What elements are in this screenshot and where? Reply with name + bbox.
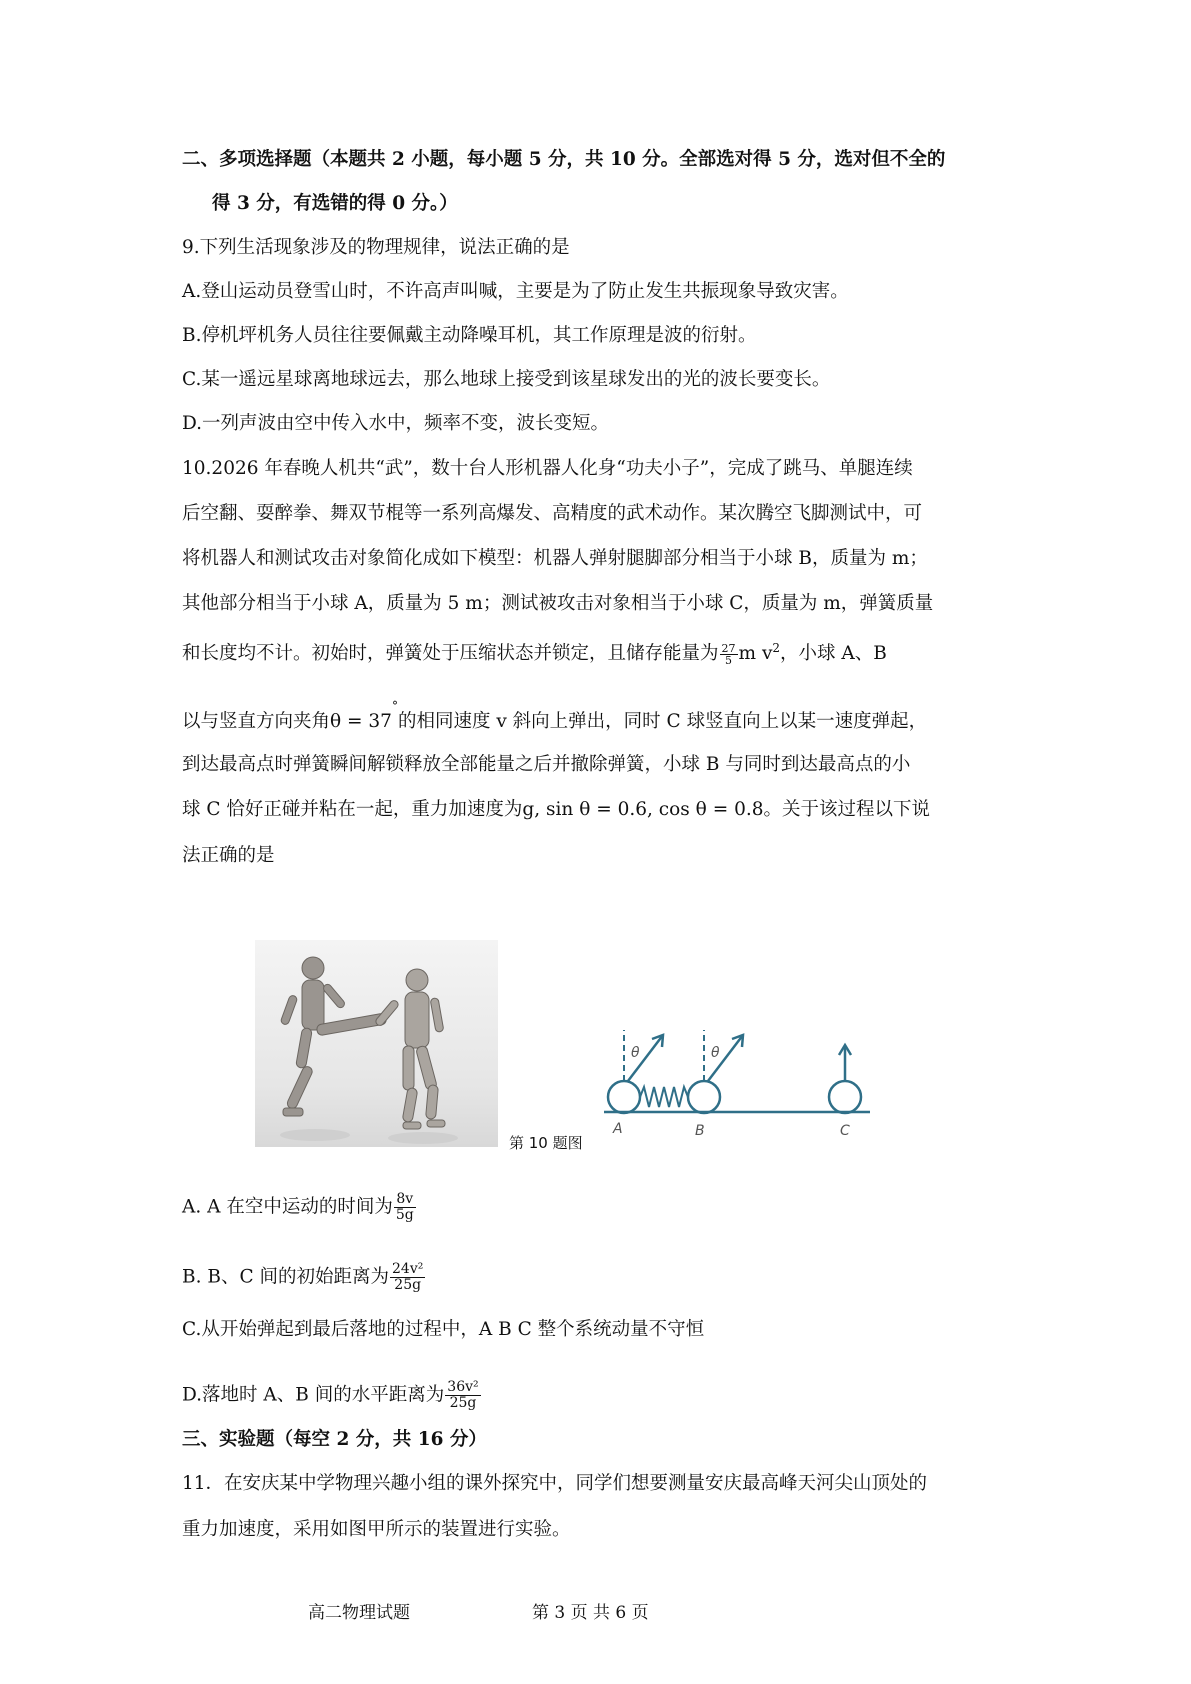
option-a-num: 8v bbox=[394, 1192, 416, 1208]
spring bbox=[640, 1087, 688, 1107]
option-d-num: 36v² bbox=[447, 1379, 479, 1395]
q10-line-4: 其他部分相当于小球 A，质量为 5 m；测试被攻击对象相当于小球 C，质量为 m，弹簧质量 bbox=[182, 593, 934, 614]
q10-option-a-text: A. A 在空中运动的时间为 bbox=[182, 1196, 393, 1218]
spring-ball-diagram bbox=[600, 1025, 880, 1150]
section-heading: 二、多项选择题（本题共 2 小题，每小题 5 分，共 10 分。全部选对得 5 分，选对但不全的 bbox=[182, 149, 946, 170]
q10-line-6 bbox=[182, 699, 928, 734]
q10-line-7: 到达最高点时弹簧瞬间解锁释放全部能量之后并撤除弹簧，小球 B 与同时到达最高点的小 bbox=[182, 754, 911, 775]
q10-line-2: 后空翻、耍醉拳、舞双节棍等一系列高爆发、高精度的武术动作。某次腾空飞脚测试中，可 bbox=[182, 503, 923, 524]
q10-line-9: 法正确的是 bbox=[182, 845, 275, 866]
figure-caption: 第 10 题图 bbox=[509, 1134, 583, 1152]
energy-frac-den: 5 bbox=[725, 653, 733, 667]
option-a-fraction bbox=[394, 1192, 416, 1223]
q9-stem: 9.下列生活现象涉及的物理规律，说法正确的是 bbox=[182, 237, 570, 258]
section-heading-cont: 得 3 分，有选错的得 0 分。） bbox=[212, 193, 458, 214]
q11-line-1: 11．在安庆某中学物理兴趣小组的课外探究中，同学们想要测量安庆最高峰天河尖山顶处的 bbox=[182, 1473, 928, 1494]
q10-line-8: 球 C 恰好正碰并粘在一起，重力加速度为g, sin θ = 0.6, cos θ = 0.8。关于该过程以下说 bbox=[182, 799, 931, 820]
energy-frac-num: 27 bbox=[721, 641, 736, 655]
q10-line-5-end: ，小球 A、B bbox=[780, 643, 887, 665]
ball-c bbox=[829, 1081, 861, 1113]
q10-option-d-text: D.落地时 A、B 间的水平距离为 bbox=[182, 1384, 445, 1406]
q9-option-b: B.停机坪机务人员往往要佩戴主动降噪耳机，其工作原理是波的衍射。 bbox=[182, 325, 757, 346]
q10-option-c: C.从开始弹起到最后落地的过程中，A B C 整个系统动量不守恒 bbox=[182, 1319, 705, 1340]
option-a-den: 5g bbox=[395, 1207, 414, 1223]
q9-option-a: A.登山运动员登雪山时，不许高声叫喊，主要是为了防止发生共振现象导致灾害。 bbox=[182, 281, 849, 302]
label-b: B bbox=[695, 1123, 705, 1139]
option-d-fraction bbox=[445, 1380, 480, 1411]
q10-option-a bbox=[182, 1192, 417, 1223]
option-b-fraction bbox=[390, 1262, 425, 1293]
degree-symbol: ° bbox=[391, 699, 398, 713]
footer-page-number: 第 3 页 共 6 页 bbox=[532, 1603, 649, 1623]
q11-line-2: 重力加速度，采用如图甲所示的装置进行实验。 bbox=[182, 1519, 571, 1540]
q10-line-5-text: 和长度均不计。初始时，弹簧处于压缩状态并锁定，且储存能量为 bbox=[182, 643, 719, 665]
label-c: C bbox=[840, 1123, 850, 1139]
q9-option-d: D.一列声波由空中传入水中，频率不变，波长变短。 bbox=[182, 413, 610, 434]
q10-option-b bbox=[182, 1262, 426, 1293]
robots-photo bbox=[255, 940, 498, 1147]
option-b-den: 25g bbox=[394, 1277, 422, 1293]
energy-exp: 2 bbox=[772, 641, 781, 655]
section-3-heading: 三、实验题（每空 2 分，共 16 分） bbox=[182, 1429, 487, 1450]
q9-option-c: C.某一遥远星球离地球远去，那么地球上接受到该星球发出的光的波长要变长。 bbox=[182, 369, 831, 390]
ball-a bbox=[608, 1081, 640, 1113]
energy-mv: m v bbox=[738, 643, 773, 665]
option-d-den: 25g bbox=[449, 1395, 477, 1411]
q10-line-1: 10.2026 年春晚人机共“武”，数十台人形机器人化身“功夫小子”，完成了跳马、单腿连续 bbox=[182, 458, 913, 479]
theta-a: θ bbox=[631, 1045, 640, 1061]
theta-b: θ bbox=[711, 1045, 720, 1061]
q10-line-6-text: 以与竖直方向夹角θ = 37 bbox=[182, 711, 392, 733]
q10-line-5 bbox=[182, 636, 887, 666]
q10-line-6-end: 的相同速度 v 斜向上弹出，同时 C 球竖直向上以某一速度弹起， bbox=[397, 711, 928, 733]
option-b-num: 24v² bbox=[392, 1261, 424, 1277]
footer-subject: 高二物理试题 bbox=[308, 1603, 410, 1623]
q10-option-d bbox=[182, 1380, 482, 1411]
q10-option-b-text: B. B、C 间的初始距离为 bbox=[182, 1266, 389, 1288]
q10-line-3: 将机器人和测试攻击对象简化成如下模型：机器人弹射腿脚部分相当于小球 B，质量为 m； bbox=[182, 548, 928, 569]
ball-b bbox=[688, 1081, 720, 1113]
label-a: A bbox=[613, 1121, 623, 1137]
robots-photo-svg bbox=[255, 940, 498, 1147]
energy-fraction bbox=[720, 643, 738, 666]
